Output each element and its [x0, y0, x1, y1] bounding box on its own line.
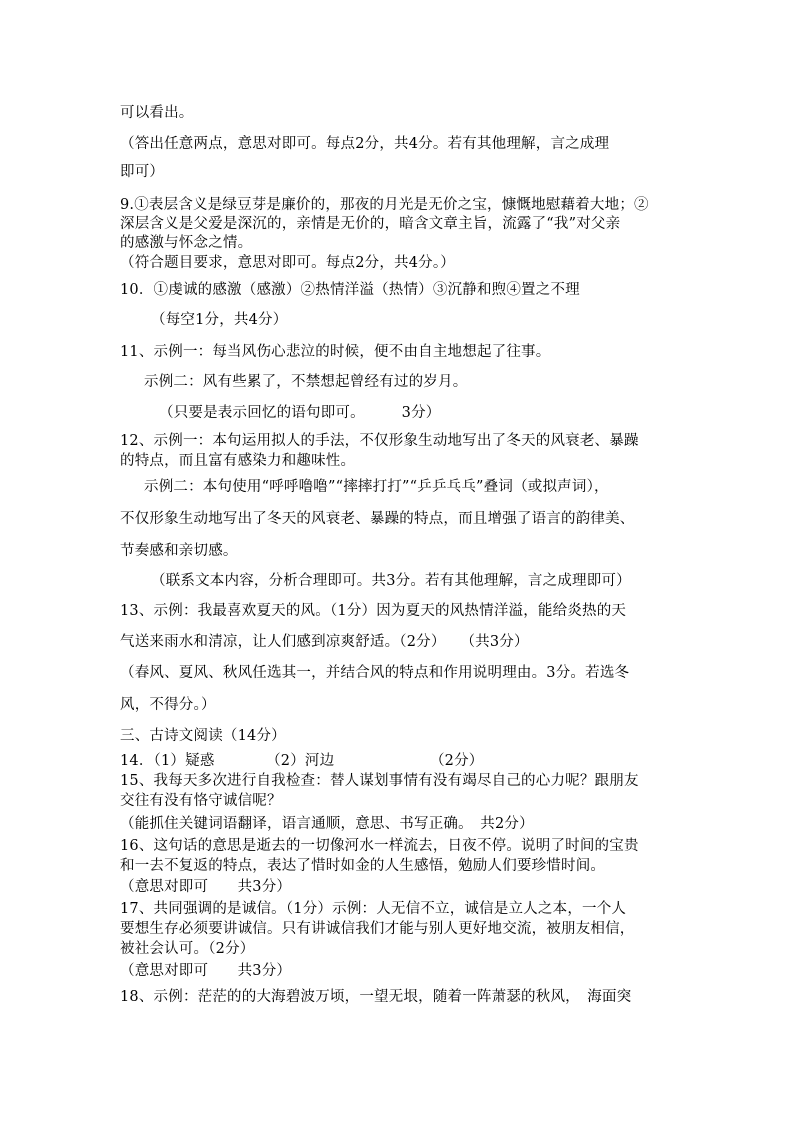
text-line: 16、这句话的意思是逝去的一切像河水一样流去，日夜不停。说明了时间的宝贵	[120, 838, 639, 854]
text-line: 示例二：风有些累了，不禁想起曾经有过的岁月。	[144, 374, 468, 390]
text-line: 风，不得分。）	[120, 697, 216, 713]
text-line: （春风、夏风、秋风任选其一，并结合风的特点和作用说明理由。3分。若选冬	[120, 665, 630, 681]
text-line: 的特点，而且富有感染力和趣味性。	[120, 453, 356, 469]
text-line: 交往有没有恪守诚信呢？	[120, 793, 282, 809]
text-line: 被社会认可。（2分）	[120, 941, 255, 957]
text-line: 12、示例一：本句运用拟人的手法，不仅形象生动地写出了冬天的风衰老、暴躁	[120, 433, 639, 449]
text-line: 气送来雨水和清凉，让人们感到凉爽舒适。（2分） （共3分）	[120, 634, 529, 650]
text-line: （答出任意两点，意思对即可。每点2分，共4分。若有其他理解，言之成理	[120, 136, 610, 152]
text-line: （意思对即可 共3分）	[120, 963, 292, 979]
text-line: 不仅形象生动地写出了冬天的风衰老、暴躁的特点，而且增强了语言的韵律美、	[120, 511, 635, 527]
text-line: （能抓住关键词语翻译，语言通顺，意思、书写正确。 共2分）	[120, 816, 534, 832]
text-line: （符合题目要求，意思对即可。每点2分，共4分。）	[120, 255, 455, 271]
text-line: 15、我每天多次进行自我检查：替人谋划事情有没有竭尽自己的心力呢？跟朋友	[120, 773, 639, 789]
text-line: 深层含义是父爱是深沉的，亲情是无价的，暗含文章主旨，流露了“我”对父亲	[120, 216, 621, 232]
text-line: （联系文本内容，分析合理即可。共3分。若有其他理解，言之成理即可）	[151, 573, 631, 589]
text-line: 10．①虔诚的感激（感激）②热情洋溢（热情）③沉静和煦④置之不理	[120, 282, 580, 298]
text-line: 17、共同强调的是诚信。（1分）示例：人无信不立，诚信是立人之本，一个人	[120, 901, 627, 917]
text-line: （意思对即可 共3分）	[120, 879, 292, 895]
text-line: 即可）	[120, 164, 165, 180]
text-line: 可以看出。	[120, 105, 194, 121]
text-line: 的感激与怀念之情。	[120, 235, 253, 251]
text-line: 和一去不复返的特点，表达了惜时如金的人生感悟，勉励人们要珍惜时间。	[120, 858, 606, 874]
text-line: 9.①表层含义是绿豆芽是廉价的，那夜的月光是无价之宝，慷慨地慰藉着大地；②	[120, 197, 649, 213]
text-line: 节奏感和亲切感。	[120, 543, 238, 559]
text-line: 要想生存必须要讲诚信。只有讲诚信我们才能与别人更好地交流，被朋友相信，	[120, 921, 635, 937]
text-line: 14．（1）疑惑 （2）河边 （2分）	[120, 753, 484, 769]
text-line: 11、示例一：每当风伤心悲泣的时候，便不由自主地想起了往事。	[120, 344, 551, 360]
text-line: （只要是表示回忆的语句即可。 3分）	[159, 405, 441, 421]
text-line: 13、示例：我最喜欢夏天的风。（1分）因为夏天的风热情洋溢，能给炎热的天	[120, 603, 627, 619]
text-line: （每空1分，共4分）	[151, 312, 288, 328]
section-heading: 三、古诗文阅读（14分）	[120, 728, 286, 744]
text-line: 示例二：本句使用“呼呼噜噜”“摔摔打打”“乒乒乓乓”叠词（或拟声词），	[144, 479, 609, 495]
text-line: 18、示例：茫茫的的大海碧波万顷，一望无垠，随着一阵萧瑟的秋风， 海面突	[120, 989, 632, 1005]
